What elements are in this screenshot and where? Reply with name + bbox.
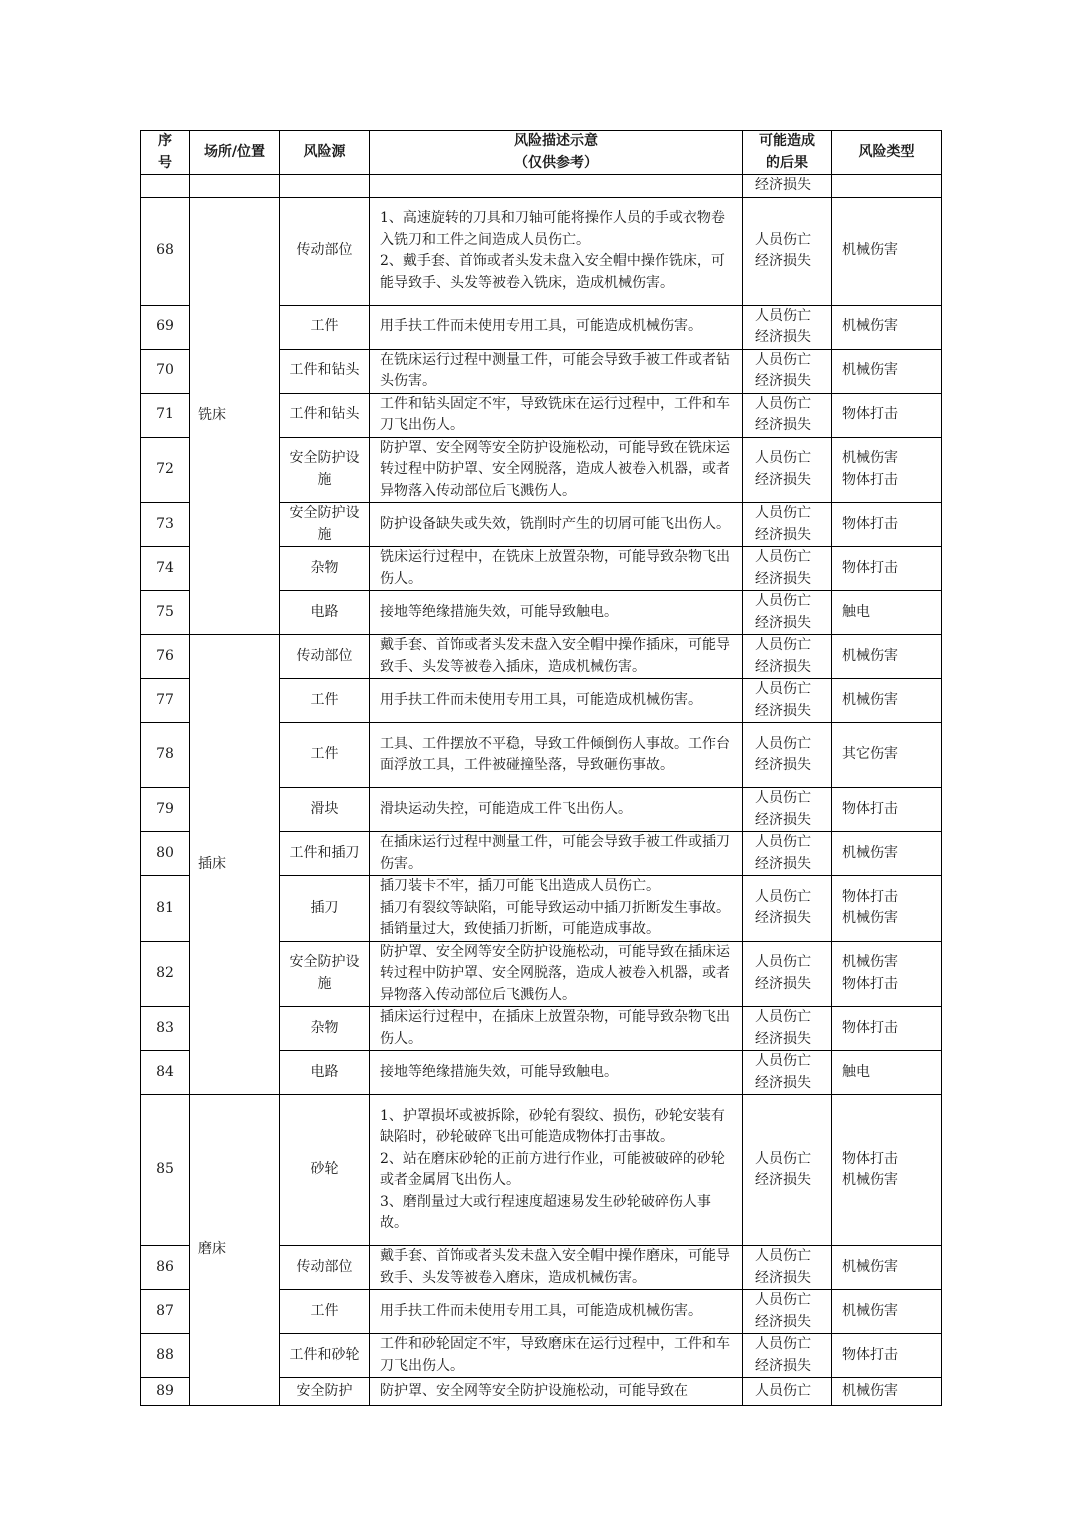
cell-description: 用手扶工件而未使用专用工具，可能造成机械伤害。 <box>370 679 743 723</box>
cell-location <box>190 175 280 198</box>
cell-source: 杂物 <box>280 547 370 591</box>
cell-description: 插刀装卡不牢，插刀可能飞出造成人员伤亡。 插刀有裂纹等缺陷，可能导致运动中插刀折断发生事故。插销量过大，致使插刀折断，可能造成事故。 <box>370 876 743 942</box>
cell-description: 工件和钻头固定不牢，导致铣床在运行过程中，工件和车刀飞出伤人。 <box>370 393 743 437</box>
header-source: 风险源 <box>280 131 370 175</box>
cell-description: 在铣床运行过程中测量工件，可能会导致手被工件或者钻头伤害。 <box>370 349 743 393</box>
cell-source: 安全防护设施 <box>280 941 370 1007</box>
cell-consequence: 人员伤亡 经济损失 <box>743 437 832 503</box>
cell-consequence: 人员伤亡 经济损失 <box>743 1007 832 1051</box>
cell-source: 电路 <box>280 1051 370 1095</box>
cell-description: 防护罩、安全网等安全防护设施松动，可能导致在插床运转过程中防护罩、安全网脱落，造成人被卷入机器，或者异物落入传动部位后飞溅伤人。 <box>370 941 743 1007</box>
cell-no: 77 <box>141 679 190 723</box>
cell-no: 80 <box>141 832 190 876</box>
cell-consequence: 人员伤亡 经济损失 <box>743 1095 832 1246</box>
cell-no: 75 <box>141 591 190 635</box>
cell-consequence: 人员伤亡 经济损失 <box>743 503 832 547</box>
cell-description: 滑块运动失控，可能造成工件飞出伤人。 <box>370 788 743 832</box>
cell-description: 在插床运行过程中测量工件，可能会导致手被工件或插刀伤害。 <box>370 832 743 876</box>
cell-no: 76 <box>141 635 190 679</box>
cell-description: 戴手套、首饰或者头发未盘入安全帽中操作磨床，可能导致手、头发等被卷入磨床，造成机械伤害。 <box>370 1246 743 1290</box>
cell-source: 电路 <box>280 591 370 635</box>
cell-no: 72 <box>141 437 190 503</box>
cell-consequence: 人员伤亡 经济损失 <box>743 788 832 832</box>
cell-source: 工件和钻头 <box>280 349 370 393</box>
cell-description <box>370 175 743 198</box>
cell-no: 74 <box>141 547 190 591</box>
cell-description: 接地等绝缘措施失效，可能导致触电。 <box>370 1051 743 1095</box>
cell-consequence: 人员伤亡 经济损失 <box>743 547 832 591</box>
cell-description: 工件和砂轮固定不牢，导致磨床在运行过程中，工件和车刀飞出伤人。 <box>370 1334 743 1378</box>
cell-description: 铣床运行过程中，在铣床上放置杂物，可能导致杂物飞出伤人。 <box>370 547 743 591</box>
header-location: 场所/位置 <box>190 131 280 175</box>
header-description: 风险描述示意 （仅供参考） <box>370 131 743 175</box>
group-grinding: 磨床 <box>190 1095 280 1406</box>
cell-no: 84 <box>141 1051 190 1095</box>
cell-source: 安全防护 <box>280 1378 370 1406</box>
cell-type: 机械伤害 <box>832 1378 942 1406</box>
cell-type: 机械伤害 <box>832 197 942 305</box>
cell-source <box>280 175 370 198</box>
cell-description: 接地等绝缘措施失效，可能导致触电。 <box>370 591 743 635</box>
cell-type: 机械伤害 <box>832 1290 942 1334</box>
cell-no: 88 <box>141 1334 190 1378</box>
cell-type: 其它伤害 <box>832 723 942 788</box>
cell-no: 69 <box>141 305 190 349</box>
cell-description: 防护设备缺失或失效，铣削时产生的切屑可能飞出伤人。 <box>370 503 743 547</box>
cell-type: 物体打击 <box>832 1334 942 1378</box>
cell-no: 79 <box>141 788 190 832</box>
cell-no: 73 <box>141 503 190 547</box>
table-row <box>141 197 942 305</box>
cell-no: 83 <box>141 1007 190 1051</box>
cell-consequence: 人员伤亡 经济损失 <box>743 1334 832 1378</box>
cell-no: 78 <box>141 723 190 788</box>
cell-consequence: 人员伤亡 经济损失 <box>743 832 832 876</box>
continuation-row <box>141 175 942 198</box>
cell-source: 滑块 <box>280 788 370 832</box>
cell-type: 物体打击 <box>832 503 942 547</box>
cell-type: 触电 <box>832 591 942 635</box>
cell-type: 物体打击 <box>832 393 942 437</box>
cell-consequence: 经济损失 <box>743 175 832 198</box>
cell-description: 插床运行过程中，在插床上放置杂物，可能导致杂物飞出伤人。 <box>370 1007 743 1051</box>
cell-consequence: 人员伤亡 经济损失 <box>743 305 832 349</box>
header-consequence: 可能造成 的后果 <box>743 131 832 175</box>
cell-consequence: 人员伤亡 经济损失 <box>743 1051 832 1095</box>
cell-consequence: 人员伤亡 经济损失 <box>743 591 832 635</box>
cell-type: 触电 <box>832 1051 942 1095</box>
cell-type: 机械伤害 <box>832 305 942 349</box>
header-no: 序 号 <box>141 131 190 175</box>
cell-type: 物体打击 <box>832 547 942 591</box>
cell-source: 工件和插刀 <box>280 832 370 876</box>
cell-no: 70 <box>141 349 190 393</box>
cell-no: 85 <box>141 1095 190 1246</box>
cell-consequence: 人员伤亡 经济损失 <box>743 197 832 305</box>
group-slotting: 插床 <box>190 635 280 1095</box>
risk-table <box>140 130 942 1406</box>
cell-source: 安全防护设施 <box>280 503 370 547</box>
cell-type: 机械伤害 <box>832 349 942 393</box>
header-type: 风险类型 <box>832 131 942 175</box>
cell-no: 89 <box>141 1378 190 1406</box>
cell-no: 82 <box>141 941 190 1007</box>
cell-type: 机械伤害 <box>832 1246 942 1290</box>
cell-consequence: 人员伤亡 经济损失 <box>743 635 832 679</box>
cell-type: 物体打击 <box>832 1007 942 1051</box>
cell-type <box>832 175 942 198</box>
cell-description: 防护罩、安全网等安全防护设施松动，可能导致在 <box>370 1378 743 1406</box>
cell-source: 杂物 <box>280 1007 370 1051</box>
cell-source: 插刀 <box>280 876 370 942</box>
cell-no: 68 <box>141 197 190 305</box>
cell-source: 传动部位 <box>280 197 370 305</box>
cell-source: 砂轮 <box>280 1095 370 1246</box>
cell-no: 81 <box>141 876 190 942</box>
table-row <box>141 635 942 679</box>
header-row <box>141 131 942 175</box>
cell-no <box>141 175 190 198</box>
cell-type: 物体打击 <box>832 788 942 832</box>
cell-consequence: 人员伤亡 经济损失 <box>743 679 832 723</box>
cell-source: 工件 <box>280 305 370 349</box>
cell-consequence: 人员伤亡 <box>743 1378 832 1406</box>
cell-type: 机械伤害 <box>832 832 942 876</box>
cell-source: 安全防护设施 <box>280 437 370 503</box>
cell-description: 1、护罩损坏或被拆除，砂轮有裂纹、损伤，砂轮安装有缺陷时，砂轮破碎飞出可能造成物体打击事故。 2、站在磨床砂轮的正前方进行作业，可能被破碎的砂轮或者金属屑飞出伤人。 3、磨削量过大或行程速度超速易发生砂轮破碎伤人事故。 <box>370 1095 743 1246</box>
cell-source: 工件 <box>280 1290 370 1334</box>
cell-type: 机械伤害 <box>832 679 942 723</box>
group-milling: 铣床 <box>190 197 280 635</box>
cell-type: 机械伤害 物体打击 <box>832 437 942 503</box>
cell-source: 工件和砂轮 <box>280 1334 370 1378</box>
cell-type: 机械伤害 物体打击 <box>832 941 942 1007</box>
cell-description: 用手扶工件而未使用专用工具，可能造成机械伤害。 <box>370 1290 743 1334</box>
cell-type: 物体打击 机械伤害 <box>832 1095 942 1246</box>
cell-description: 戴手套、首饰或者头发未盘入安全帽中操作插床，可能导致手、头发等被卷入插床，造成机械伤害。 <box>370 635 743 679</box>
cell-source: 工件和钻头 <box>280 393 370 437</box>
cell-description: 防护罩、安全网等安全防护设施松动，可能导致在铣床运转过程中防护罩、安全网脱落，造成人被卷入机器，或者异物落入传动部位后飞溅伤人。 <box>370 437 743 503</box>
cell-source: 传动部位 <box>280 635 370 679</box>
cell-no: 87 <box>141 1290 190 1334</box>
cell-source: 工件 <box>280 723 370 788</box>
cell-type: 物体打击 机械伤害 <box>832 876 942 942</box>
cell-consequence: 人员伤亡 经济损失 <box>743 941 832 1007</box>
cell-source: 传动部位 <box>280 1246 370 1290</box>
cell-consequence: 人员伤亡 经济损失 <box>743 876 832 942</box>
cell-source: 工件 <box>280 679 370 723</box>
cell-consequence: 人员伤亡 经济损失 <box>743 393 832 437</box>
cell-description: 用手扶工件而未使用专用工具，可能造成机械伤害。 <box>370 305 743 349</box>
cell-consequence: 人员伤亡 经济损失 <box>743 1290 832 1334</box>
cell-consequence: 人员伤亡 经济损失 <box>743 1246 832 1290</box>
cell-consequence: 人员伤亡 经济损失 <box>743 723 832 788</box>
cell-description: 工具、工件摆放不平稳，导致工件倾倒伤人事故。工作台面浮放工具，工件被碰撞坠落，导致砸伤事故。 <box>370 723 743 788</box>
table-row <box>141 1095 942 1246</box>
cell-no: 86 <box>141 1246 190 1290</box>
cell-no: 71 <box>141 393 190 437</box>
cell-consequence: 人员伤亡 经济损失 <box>743 349 832 393</box>
cell-description: 1、高速旋转的刀具和刀轴可能将操作人员的手或衣物卷入铣刀和工件之间造成人员伤亡。 2、戴手套、首饰或者头发未盘入安全帽中操作铣床，可能导致手、头发等被卷入铣床，造成机械伤害。 <box>370 197 743 305</box>
cell-type: 机械伤害 <box>832 635 942 679</box>
